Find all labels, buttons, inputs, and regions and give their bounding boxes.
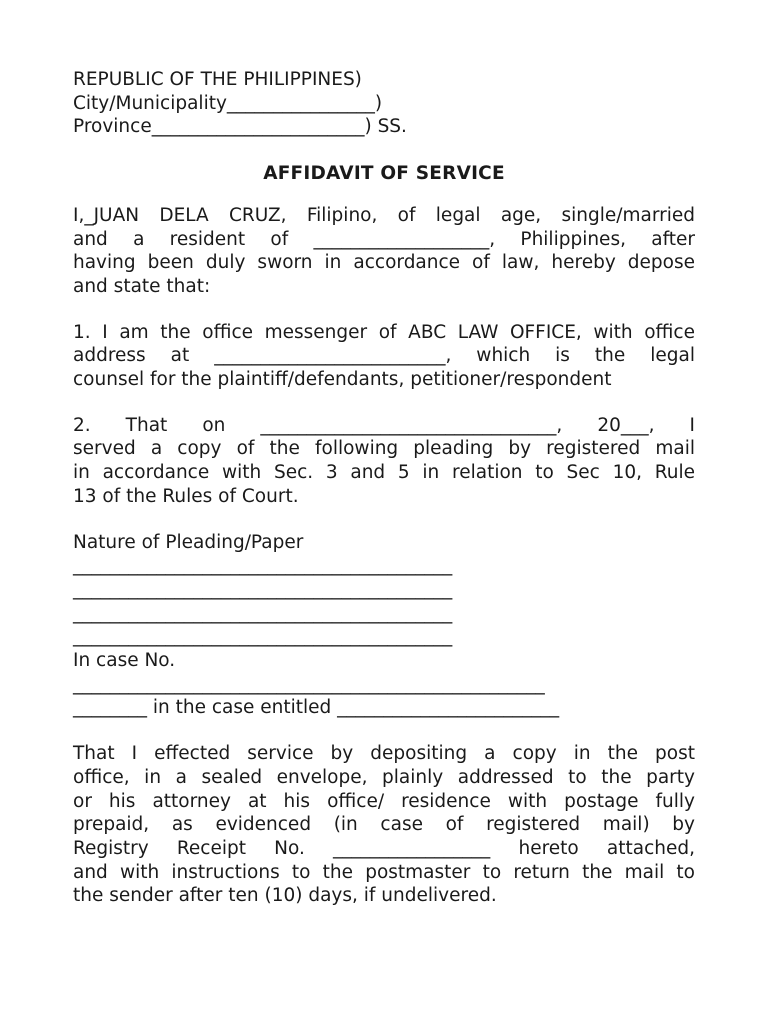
pleading-label: Nature of Pleading/Paper xyxy=(73,531,304,553)
case-label: In case No. xyxy=(73,650,176,672)
intro-line: and a resident of ___________________, Philippines, after xyxy=(73,228,695,250)
venue-header xyxy=(73,68,695,139)
service-line: That I effected service by depositing a copy in the post xyxy=(73,743,695,765)
item-2-line: served a copy of the following pleading by registered mail xyxy=(73,438,695,460)
item-2-line: 13 of the Rules of Court. xyxy=(73,485,299,507)
header-republic: REPUBLIC OF THE PHILIPPINES) xyxy=(73,69,362,90)
pleading-blank: _________________________________________ xyxy=(73,602,453,624)
service-line: or his attorney at his office/ residence with postage fully xyxy=(73,790,695,812)
document-title: AFFIDAVIT OF SERVICE xyxy=(263,163,505,185)
pleading-blank: _________________________________________ xyxy=(73,578,453,600)
item-2-paragraph xyxy=(73,414,695,509)
item-1-paragraph xyxy=(73,321,695,392)
service-line: the sender after ten (10) days, if undelivered. xyxy=(73,885,497,907)
item-1-line: address at _________________________, which is the legal xyxy=(73,345,695,367)
item-1-line: 1. I am the office messenger of ABC LAW OFFICE, with office xyxy=(73,321,695,343)
intro-line: I,_JUAN DELA CRUZ, Filipino, of legal age, single/married xyxy=(73,204,695,226)
item-2-line: in accordance with Sec. 3 and 5 in relation to Sec 10, Rule xyxy=(73,462,695,484)
service-paragraph xyxy=(73,742,695,908)
pleading-blank: _________________________________________ xyxy=(73,555,453,577)
header-city: City/Municipality________________) xyxy=(73,92,383,114)
intro-line: having been duly sworn in accordance of law, hereby depose xyxy=(73,252,695,274)
affidavit-page xyxy=(73,68,695,930)
pleading-section xyxy=(73,531,695,650)
intro-line: and state that: xyxy=(73,275,211,297)
item-1-line: counsel for the plaintiff/defendants, petitioner/respondent xyxy=(73,369,612,391)
case-number-blank: ___________________________________________________ xyxy=(73,673,545,695)
header-province: Province_______________________) SS. xyxy=(73,116,407,138)
case-entitled-line: ________ in the case entitled ________________________ xyxy=(73,697,560,719)
service-line: office, in a sealed envelope, plainly addressed to the party xyxy=(73,766,695,788)
service-line: Registry Receipt No. _________________ hereto attached, xyxy=(73,837,695,859)
pleading-blank: _________________________________________ xyxy=(73,626,453,648)
intro-paragraph xyxy=(73,204,695,299)
service-line: prepaid, as evidenced (in case of registered mail) by xyxy=(73,814,695,836)
item-2-line: 2. That on ________________________________, 20___, I xyxy=(73,414,695,436)
service-line: and with instructions to the postmaster to return the mail to xyxy=(73,861,695,883)
case-section xyxy=(73,649,695,720)
